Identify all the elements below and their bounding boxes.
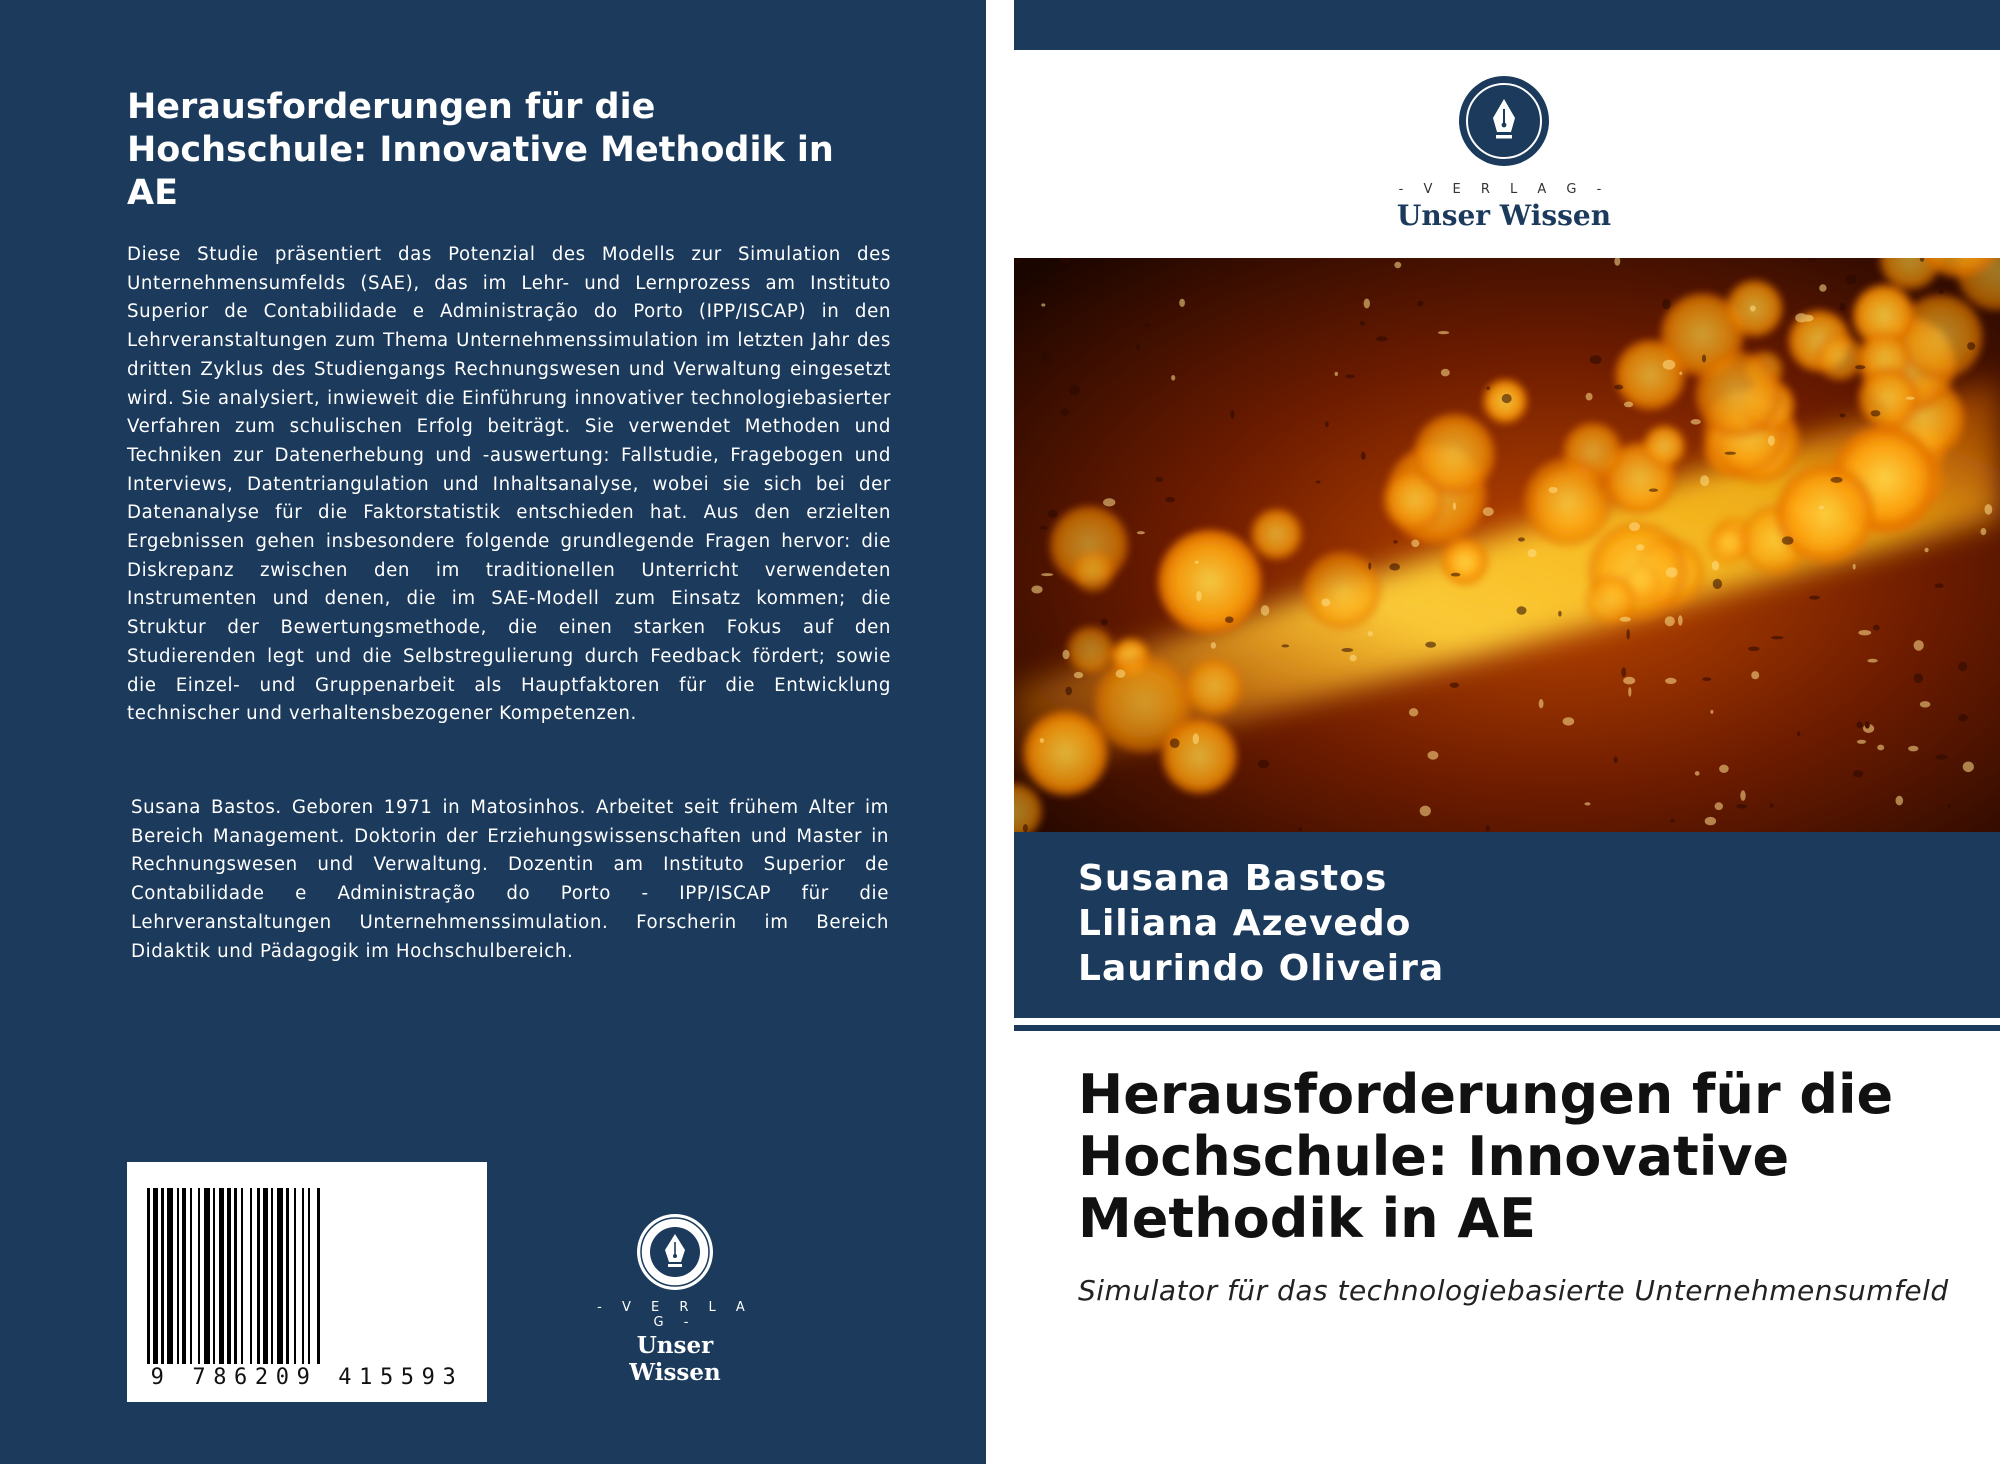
publisher-label: - V E R L A G - bbox=[597, 1300, 753, 1330]
author-name: Liliana Azevedo bbox=[1078, 903, 1412, 944]
publisher-name: Unser Wissen bbox=[629, 1332, 721, 1386]
front-cover-title: Herausforderungen für die Hochschule: Innovative Methodik in AE bbox=[1078, 1063, 1894, 1250]
publisher-label: - V E R L A G - bbox=[1398, 182, 1610, 197]
fountain-pen-nib-icon bbox=[1457, 74, 1551, 168]
back-publisher-logo bbox=[590, 1212, 760, 1386]
front-cover-subtitle: Simulator für das technologiebasierte Unternehmensumfeld bbox=[1078, 1274, 1949, 1307]
author-name: Laurindo Oliveira bbox=[1078, 948, 1445, 989]
publisher-name: Unser Wissen bbox=[1396, 199, 1612, 232]
cover-photo bbox=[1014, 258, 2000, 832]
top-color-band bbox=[1014, 0, 2000, 50]
divider-line bbox=[1014, 1025, 2000, 1031]
bokeh-raindrops-image bbox=[1014, 258, 2000, 832]
author-panel bbox=[1014, 832, 2000, 1018]
isbn-number: 9 786209 415593 bbox=[150, 1365, 464, 1390]
back-cover-description: Diese Studie präsentiert das Potenzial des Modells zur Simulation des Unternehmensumfelds (SAE), das im Lehr- und Lernprozess am Instituto Superior de Contabilidade e Administração do Porto (IPP/ISCAP) in den Lehrveranstaltungen zum Thema Unternehmenssimulation im letzten Jahr des dritten Zyklus des Studiengangs Rechnungswesen und Verwaltung eingesetzt wird. Sie analysiert, inwieweit die Einführung innovativer technologiebasierter Verfahren zum schulischen Erfolg beiträgt. Sie verwendet Methoden und Techniken zur Datenerhebung und -auswertung: Fallstudie, Fragebogen und Interviews, Datentriangulation und Inhaltsanalyse, wobei sie sich bei der Datenanalyse für die Faktorstatistik entschieden hat. Aus den erzielten Ergebnissen gehen insbesondere folgende grundlegende Fragen hervor: die Diskrepanz zwischen den im traditionellen Unterricht verwendeten Instrumenten und denen, die im SAE-Modell zum Einsatz kommen; die Struktur der Bewertungsmethode, die einen starken Fokus auf den Studierenden legt und die Selbstregulierung durch Feedback fördert; sowie die Einzel- und Gruppenarbeit als Hauptfaktoren für die Entwicklung technischer und verhaltensbezogener Kompetenzen. bbox=[127, 244, 891, 725]
author-biography: Susana Bastos. Geboren 1971 in Matosinhos. Arbeitet seit frühem Alter im Bereich Management. Doktorin der Erziehungswissenschaften und Master in Rechnungswesen und Verwaltung. Dozentin am Instituto Superior de Contabilidade e Administração do Porto - IPP/ISCAP für die Lehrveranstaltungen Unternehmenssimulation. Forscherin im Bereich Didaktik und Pädagogik im Hochschulbereich. bbox=[131, 797, 889, 962]
back-cover bbox=[0, 0, 986, 1464]
front-cover bbox=[1014, 0, 2000, 1464]
front-publisher-logo bbox=[1374, 74, 1634, 232]
barcode-icon bbox=[147, 1188, 467, 1364]
back-cover-title: Herausforderungen für die Hochschule: Innovative Methodik in AE bbox=[127, 87, 834, 213]
fountain-pen-nib-icon bbox=[635, 1212, 715, 1292]
isbn-barcode bbox=[127, 1162, 487, 1402]
author-name: Susana Bastos bbox=[1078, 858, 1388, 899]
